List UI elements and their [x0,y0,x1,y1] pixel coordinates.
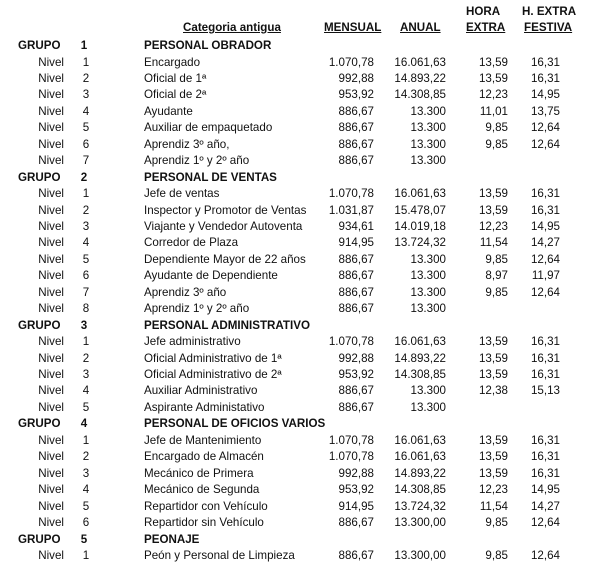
nivel-number: 6 [82,137,90,151]
nivel-number: 1 [82,187,90,200]
festiva-value: 14,27 [530,236,560,250]
table-row [0,351,600,367]
hora-extra-value: 9,85 [485,137,508,151]
nivel-number: 8 [82,302,90,316]
group-name: PERSONAL OBRADOR [144,39,272,52]
header-festiva-line2: FESTIVA [524,21,573,34]
group-label: GRUPO [18,532,61,546]
festiva-value: 16,31 [530,466,560,480]
hora-extra-value: 13,59 [478,351,508,365]
mensual-value: 886,67 [338,154,374,168]
group-row [0,416,600,432]
nivel-label: Nivel [38,335,64,349]
category-name: Jefe administrativo [144,335,241,349]
hora-extra-value: 13,59 [478,335,508,349]
group-label: GRUPO [18,170,61,184]
category-name: Viajante y Vendedor Autoventa [144,219,303,233]
mensual-value: 886,67 [338,104,374,118]
category-name: Encargado [144,55,201,69]
table-row [0,268,600,284]
hora-extra-value: 11,54 [479,236,508,250]
mensual-value: 914,95 [338,499,374,513]
hora-extra-value: 12,23 [478,483,508,497]
table-row [0,285,600,301]
header-mensual: MENSUAL [324,21,382,34]
nivel-label: Nivel [38,269,64,283]
category-name: Ayudante [144,104,193,118]
nivel-label: Nivel [38,549,64,562]
category-name: Inspector y Promotor de Ventas [144,203,307,217]
group-name: PERSONAL DE VENTAS [144,170,277,184]
nivel-number: 3 [82,466,90,480]
group-label: GRUPO [18,318,61,332]
anual-value: 16.061,63 [394,55,446,69]
festiva-value: 16,31 [530,450,560,464]
festiva-value: 12,64 [530,549,560,562]
mensual-value: 1.070,78 [328,187,374,200]
table-row [0,137,600,153]
hora-extra-value: 13,59 [478,368,508,381]
category-name: Aprendiz 3º año [144,285,227,299]
category-name: Repartidor sin Vehículo [144,516,264,529]
nivel-label: Nivel [38,219,64,233]
mensual-value: 992,88 [338,351,374,365]
mensual-value: 1.070,78 [328,335,374,349]
festiva-value: 14,95 [530,483,560,497]
mensual-value: 953,92 [338,88,374,102]
festiva-value: 16,31 [530,203,560,217]
category-name: Peón y Personal de Limpieza [144,549,295,562]
hora-extra-value: 9,85 [485,516,508,529]
category-name: Aprendiz 1º y 2º año [144,302,250,316]
festiva-value: 16,31 [530,351,560,365]
mensual-value: 886,67 [338,137,374,151]
nivel-number: 5 [82,121,90,135]
anual-value: 13.300 [410,285,446,299]
nivel-number: 5 [82,400,90,414]
category-name: Aspirante Administativo [144,400,265,414]
header-anual: ANUAL [400,21,441,34]
nivel-label: Nivel [38,400,64,414]
table-row [0,301,600,317]
nivel-number: 4 [82,236,90,250]
mensual-value: 992,88 [338,71,374,85]
table-row [0,71,600,87]
nivel-number: 7 [82,154,90,168]
nivel-number: 6 [82,269,90,283]
category-name: Aprendiz 1º y 2º año [144,154,250,168]
anual-value: 14.019,18 [394,219,446,233]
anual-value: 13.300 [410,154,446,168]
festiva-value: 16,31 [530,71,560,85]
header-hora-extra-line1: HORA [466,5,501,18]
header-categoria: Categoria antigua [183,21,281,34]
mensual-value: 886,67 [338,302,374,316]
mensual-value: 886,67 [338,516,374,529]
table-row [0,120,600,136]
anual-value: 14.308,85 [394,368,446,381]
table-row [0,334,600,350]
table-row [0,367,600,383]
nivel-number: 1 [82,433,90,447]
nivel-label: Nivel [38,55,64,69]
group-number: 5 [80,532,88,546]
anual-value: 13.724,32 [394,236,446,250]
nivel-label: Nivel [38,285,64,299]
anual-value: 16.061,63 [394,335,446,349]
mensual-value: 886,67 [338,252,374,266]
anual-value: 13.300 [410,302,446,316]
category-name: Aprendiz 3º año, [144,137,230,151]
nivel-label: Nivel [38,236,64,250]
group-number: 2 [80,170,88,184]
group-number: 3 [80,318,88,332]
hora-extra-value: 12,23 [478,88,508,102]
anual-value: 16.061,63 [394,187,446,200]
festiva-value: 15,13 [530,384,560,398]
nivel-label: Nivel [38,499,64,513]
nivel-label: Nivel [38,154,64,168]
category-name: Encargado de Almacén [144,450,264,464]
nivel-number: 4 [82,483,90,497]
anual-value: 14.893,22 [394,351,446,365]
category-name: Auxiliar Administrativo [144,384,258,398]
anual-value: 13.300 [410,252,446,266]
festiva-value: 11,97 [531,269,560,283]
header-hora-extra-line2: EXTRA [466,21,506,34]
table-row [0,153,600,169]
nivel-number: 1 [82,55,90,69]
nivel-number: 3 [82,368,90,381]
anual-value: 14.893,22 [394,71,446,85]
table-row [0,400,600,416]
group-row [0,38,600,54]
anual-value: 14.893,22 [394,466,446,480]
anual-value: 13.300 [410,121,446,135]
nivel-number: 7 [82,285,90,299]
hora-extra-value: 13,59 [478,466,508,480]
hora-extra-value: 12,38 [478,384,508,398]
festiva-value: 12,64 [530,252,560,266]
festiva-value: 14,95 [530,88,560,102]
nivel-number: 3 [82,88,90,102]
hora-extra-value: 13,59 [478,71,508,85]
group-row [0,318,600,334]
nivel-number: 6 [82,516,90,529]
anual-value: 15.478,07 [394,203,446,217]
mensual-value: 934,61 [338,219,374,233]
table-row [0,87,600,103]
group-name: PERSONAL DE OFICIOS VARIOS [144,417,326,431]
nivel-number: 5 [82,499,90,513]
table-row [0,104,600,120]
nivel-label: Nivel [38,516,64,529]
nivel-label: Nivel [38,137,64,151]
hora-extra-value: 9,85 [485,252,508,266]
festiva-value: 12,64 [530,285,560,299]
hora-extra-value: 9,85 [485,285,508,299]
category-name: Corredor de Plaza [144,236,239,250]
header-festiva-line1: H. EXTRA [522,5,577,18]
category-name: Oficial de 1ª [144,71,207,85]
table-row [0,548,600,564]
category-name: Jefe de Mantenimiento [144,433,262,447]
nivel-number: 2 [82,203,90,217]
hora-extra-value: 13,59 [478,55,508,69]
category-name: Mecánico de Segunda [144,483,260,497]
group-row [0,170,600,186]
table-row [0,55,600,71]
nivel-label: Nivel [38,466,64,480]
festiva-value: 16,31 [530,55,560,69]
group-label: GRUPO [18,39,61,52]
nivel-label: Nivel [38,203,64,217]
nivel-number: 3 [82,219,90,233]
festiva-value: 14,27 [530,499,560,513]
festiva-value: 14,95 [530,219,560,233]
nivel-label: Nivel [38,368,64,381]
group-row [0,532,600,548]
anual-value: 13.724,32 [394,499,446,513]
nivel-label: Nivel [38,252,64,266]
hora-extra-value: 13,59 [478,203,508,217]
festiva-value: 12,64 [530,121,560,135]
festiva-value: 13,75 [530,104,560,118]
mensual-value: 1.031,87 [328,203,374,217]
mensual-value: 1.070,78 [328,450,374,464]
mensual-value: 1.070,78 [328,55,374,69]
mensual-value: 886,67 [338,121,374,135]
anual-value: 16.061,63 [394,433,446,447]
hora-extra-value: 13,59 [478,450,508,464]
festiva-value: 16,31 [530,433,560,447]
nivel-label: Nivel [38,71,64,85]
table-row [0,203,600,219]
table-row [0,466,600,482]
group-name: PEONAJE [144,532,200,546]
mensual-value: 886,67 [338,285,374,299]
mensual-value: 886,67 [338,384,374,398]
hora-extra-value: 12,23 [478,219,508,233]
table-row [0,482,600,498]
table-row [0,499,600,515]
group-number: 4 [80,417,88,431]
anual-value: 13.300 [410,400,446,414]
table-row [0,186,600,202]
hora-extra-value: 8,97 [485,269,508,283]
group-number: 1 [80,39,88,52]
festiva-value: 12,64 [530,516,560,529]
anual-value: 13.300,00 [394,549,446,562]
table-row [0,433,600,449]
nivel-number: 2 [82,351,90,365]
nivel-number: 2 [82,450,90,464]
hora-extra-value: 11,01 [479,104,508,118]
group-name: PERSONAL ADMINISTRATIVO [144,318,310,332]
anual-value: 13.300 [410,269,446,283]
anual-value: 13.300 [410,137,446,151]
category-name: Oficial Administrativo de 1ª [144,351,282,365]
table-row [0,235,600,251]
mensual-value: 953,92 [338,368,374,381]
mensual-value: 886,67 [338,269,374,283]
anual-value: 13.300 [410,384,446,398]
category-name: Ayudante de Dependiente [144,269,278,283]
category-name: Oficial de 2ª [144,88,207,102]
mensual-value: 886,67 [338,400,374,414]
hora-extra-value: 9,85 [485,549,508,562]
category-name: Dependiente Mayor de 22 años [144,252,306,266]
table-row [0,219,600,235]
hora-extra-value: 13,59 [478,187,508,200]
hora-extra-value: 9,85 [485,121,508,135]
nivel-label: Nivel [38,88,64,102]
anual-value: 14.308,85 [394,483,446,497]
nivel-number: 1 [82,335,90,349]
festiva-value: 12,64 [530,137,560,151]
mensual-value: 914,95 [338,236,374,250]
festiva-value: 16,31 [530,368,560,381]
table-row [0,383,600,399]
nivel-number: 4 [82,104,90,118]
category-name: Mecánico de Primera [144,466,254,480]
anual-value: 13.300 [410,104,446,118]
table-row [0,252,600,268]
category-name: Oficial Administrativo de 2ª [144,368,282,381]
nivel-label: Nivel [38,483,64,497]
nivel-label: Nivel [38,450,64,464]
mensual-value: 886,67 [338,549,374,562]
group-label: GRUPO [18,417,61,431]
nivel-label: Nivel [38,121,64,135]
mensual-value: 1.070,78 [328,433,374,447]
nivel-label: Nivel [38,302,64,316]
nivel-label: Nivel [38,384,64,398]
nivel-number: 5 [82,252,90,266]
table-row [0,449,600,465]
nivel-label: Nivel [38,351,64,365]
hora-extra-value: 11,54 [479,499,508,513]
category-name: Auxiliar de empaquetado [144,121,273,135]
anual-value: 16.061,63 [394,450,446,464]
festiva-value: 16,31 [530,187,560,200]
category-name: Repartidor con Vehículo [144,499,268,513]
nivel-label: Nivel [38,433,64,447]
nivel-number: 2 [82,71,90,85]
anual-value: 13.300,00 [394,516,446,529]
nivel-label: Nivel [38,104,64,118]
nivel-number: 4 [82,384,90,398]
nivel-label: Nivel [38,187,64,200]
mensual-value: 953,92 [338,483,374,497]
category-name: Jefe de ventas [144,187,220,200]
nivel-number: 1 [82,549,90,562]
festiva-value: 16,31 [530,335,560,349]
anual-value: 14.308,85 [394,88,446,102]
hora-extra-value: 13,59 [478,433,508,447]
table-row [0,515,600,531]
mensual-value: 992,88 [338,466,374,480]
